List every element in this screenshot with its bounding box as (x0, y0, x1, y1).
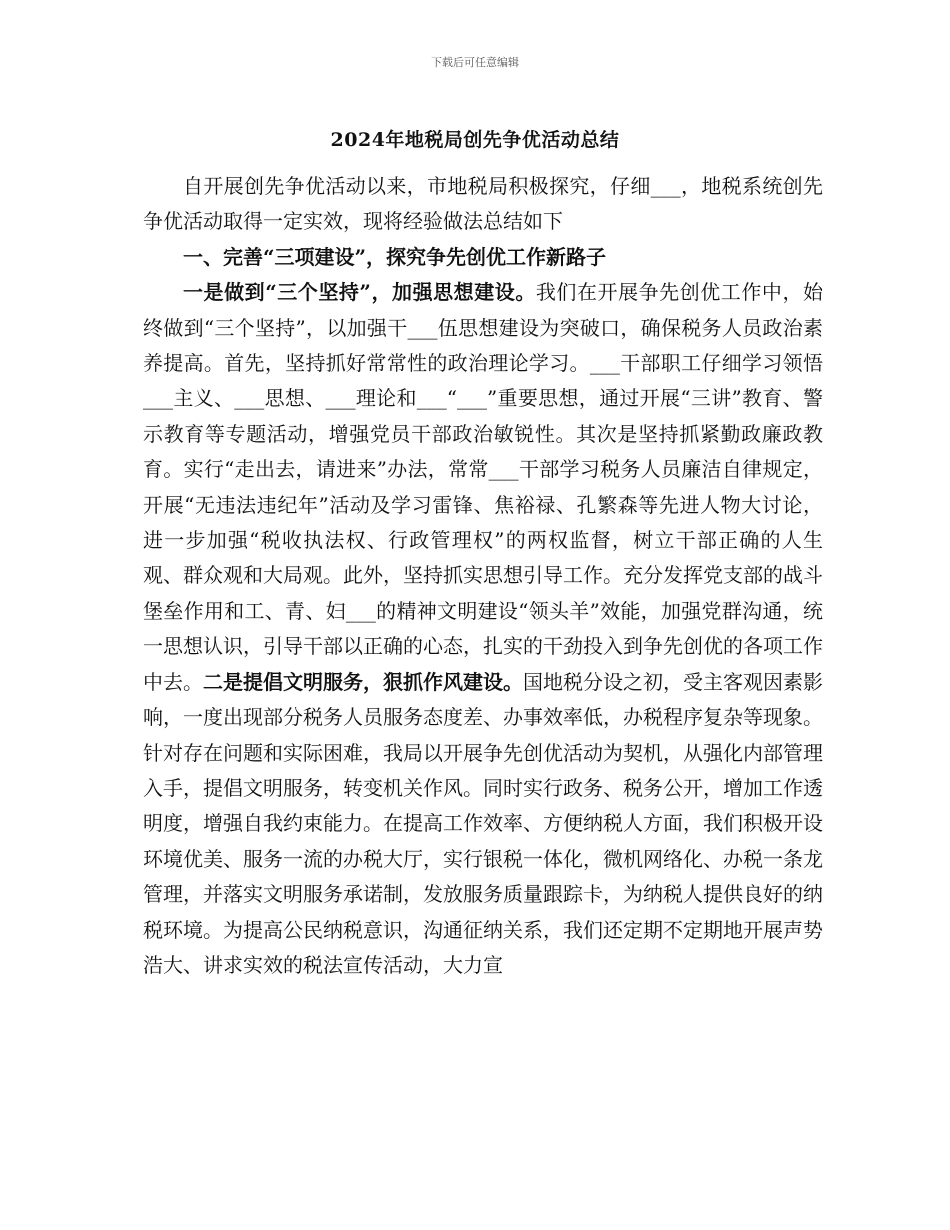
point1-lead: 一是做到“三个坚持”，加强思想建设。 (183, 280, 536, 305)
document-body (143, 169, 823, 983)
header-note: 下载后可任意编辑 (431, 56, 519, 69)
point2-text: 国地税分设之初，受主客观因素影响，一度出现部分税务人员服务态度差、办事效率低，办税程序复杂等现象。针对存在问题和实际困难，我局以开展争先创优活动为契机，从强化内部管理入手，提倡文明服务，转变机关作风。同时实行政务、税务公开，增加工作透明度，增强自我约束能力。在提高工作效率、方便纳税人方面，我们积极开设环境优美、服务一流的办税大厅，实行银税一体化，微机网络化、办税一条龙管理，并落实文明服务承诺制，发放服务质量跟踪卡，为纳税人提供良好的纳税环境。为提高公民纳税意识，沟通征纳关系，我们还定期不定期地开展声势浩大、讲求实效的税法宣传活动，大力宣 (143, 669, 823, 977)
intro-paragraph: 自开展创先争优活动以来，市地税局积极探究，仔细___，地税系统创先争优活动取得一定实效，现将经验做法总结如下 (143, 174, 823, 234)
section-heading: 一、完善“三项建设”，探究争先创优工作新路子 (183, 244, 607, 269)
main-paragraph (143, 275, 823, 983)
document-title: 2024年地税局创先争优活动总结 (330, 129, 620, 151)
point1-text: 我们在开展争先创优工作中，始终做到“三个坚持”，以加强干___伍思想建设为突破口，确保税务人员政治素养提高。首先，坚持抓好常常性的政治理论学习。___干部职工仔细学习领悟___主义、___思想、___理论和___“___”重要思想，通过开展“三讲”教育、警示教育等专题活动，增强党员干部政治敏锐性。其次是坚持抓紧勤政廉政教育。实行“走出去，请进来”办法，常常___干部学习税务人员廉洁自律规定，开展“无违法违纪年”活动及学习雷锋、焦裕禄、孔繁森等先进人物大讨论，进一步加强“税收执法权、行政管理权”的两权监督，树立干部正确的人生观、群众观和大局观。此外，坚持抓实思想引导工作。充分发挥党支部的战斗堡垒作用和工、青、妇___的精神文明建设“领头羊”效能，加强党群沟通，统一思想认识，引导干部以正确的心态，扎实的干劲投入到争先创优的各项工作中去。 (143, 280, 823, 694)
point2-lead: 二是提倡文明服务，狠抓作风建设。 (203, 669, 523, 694)
